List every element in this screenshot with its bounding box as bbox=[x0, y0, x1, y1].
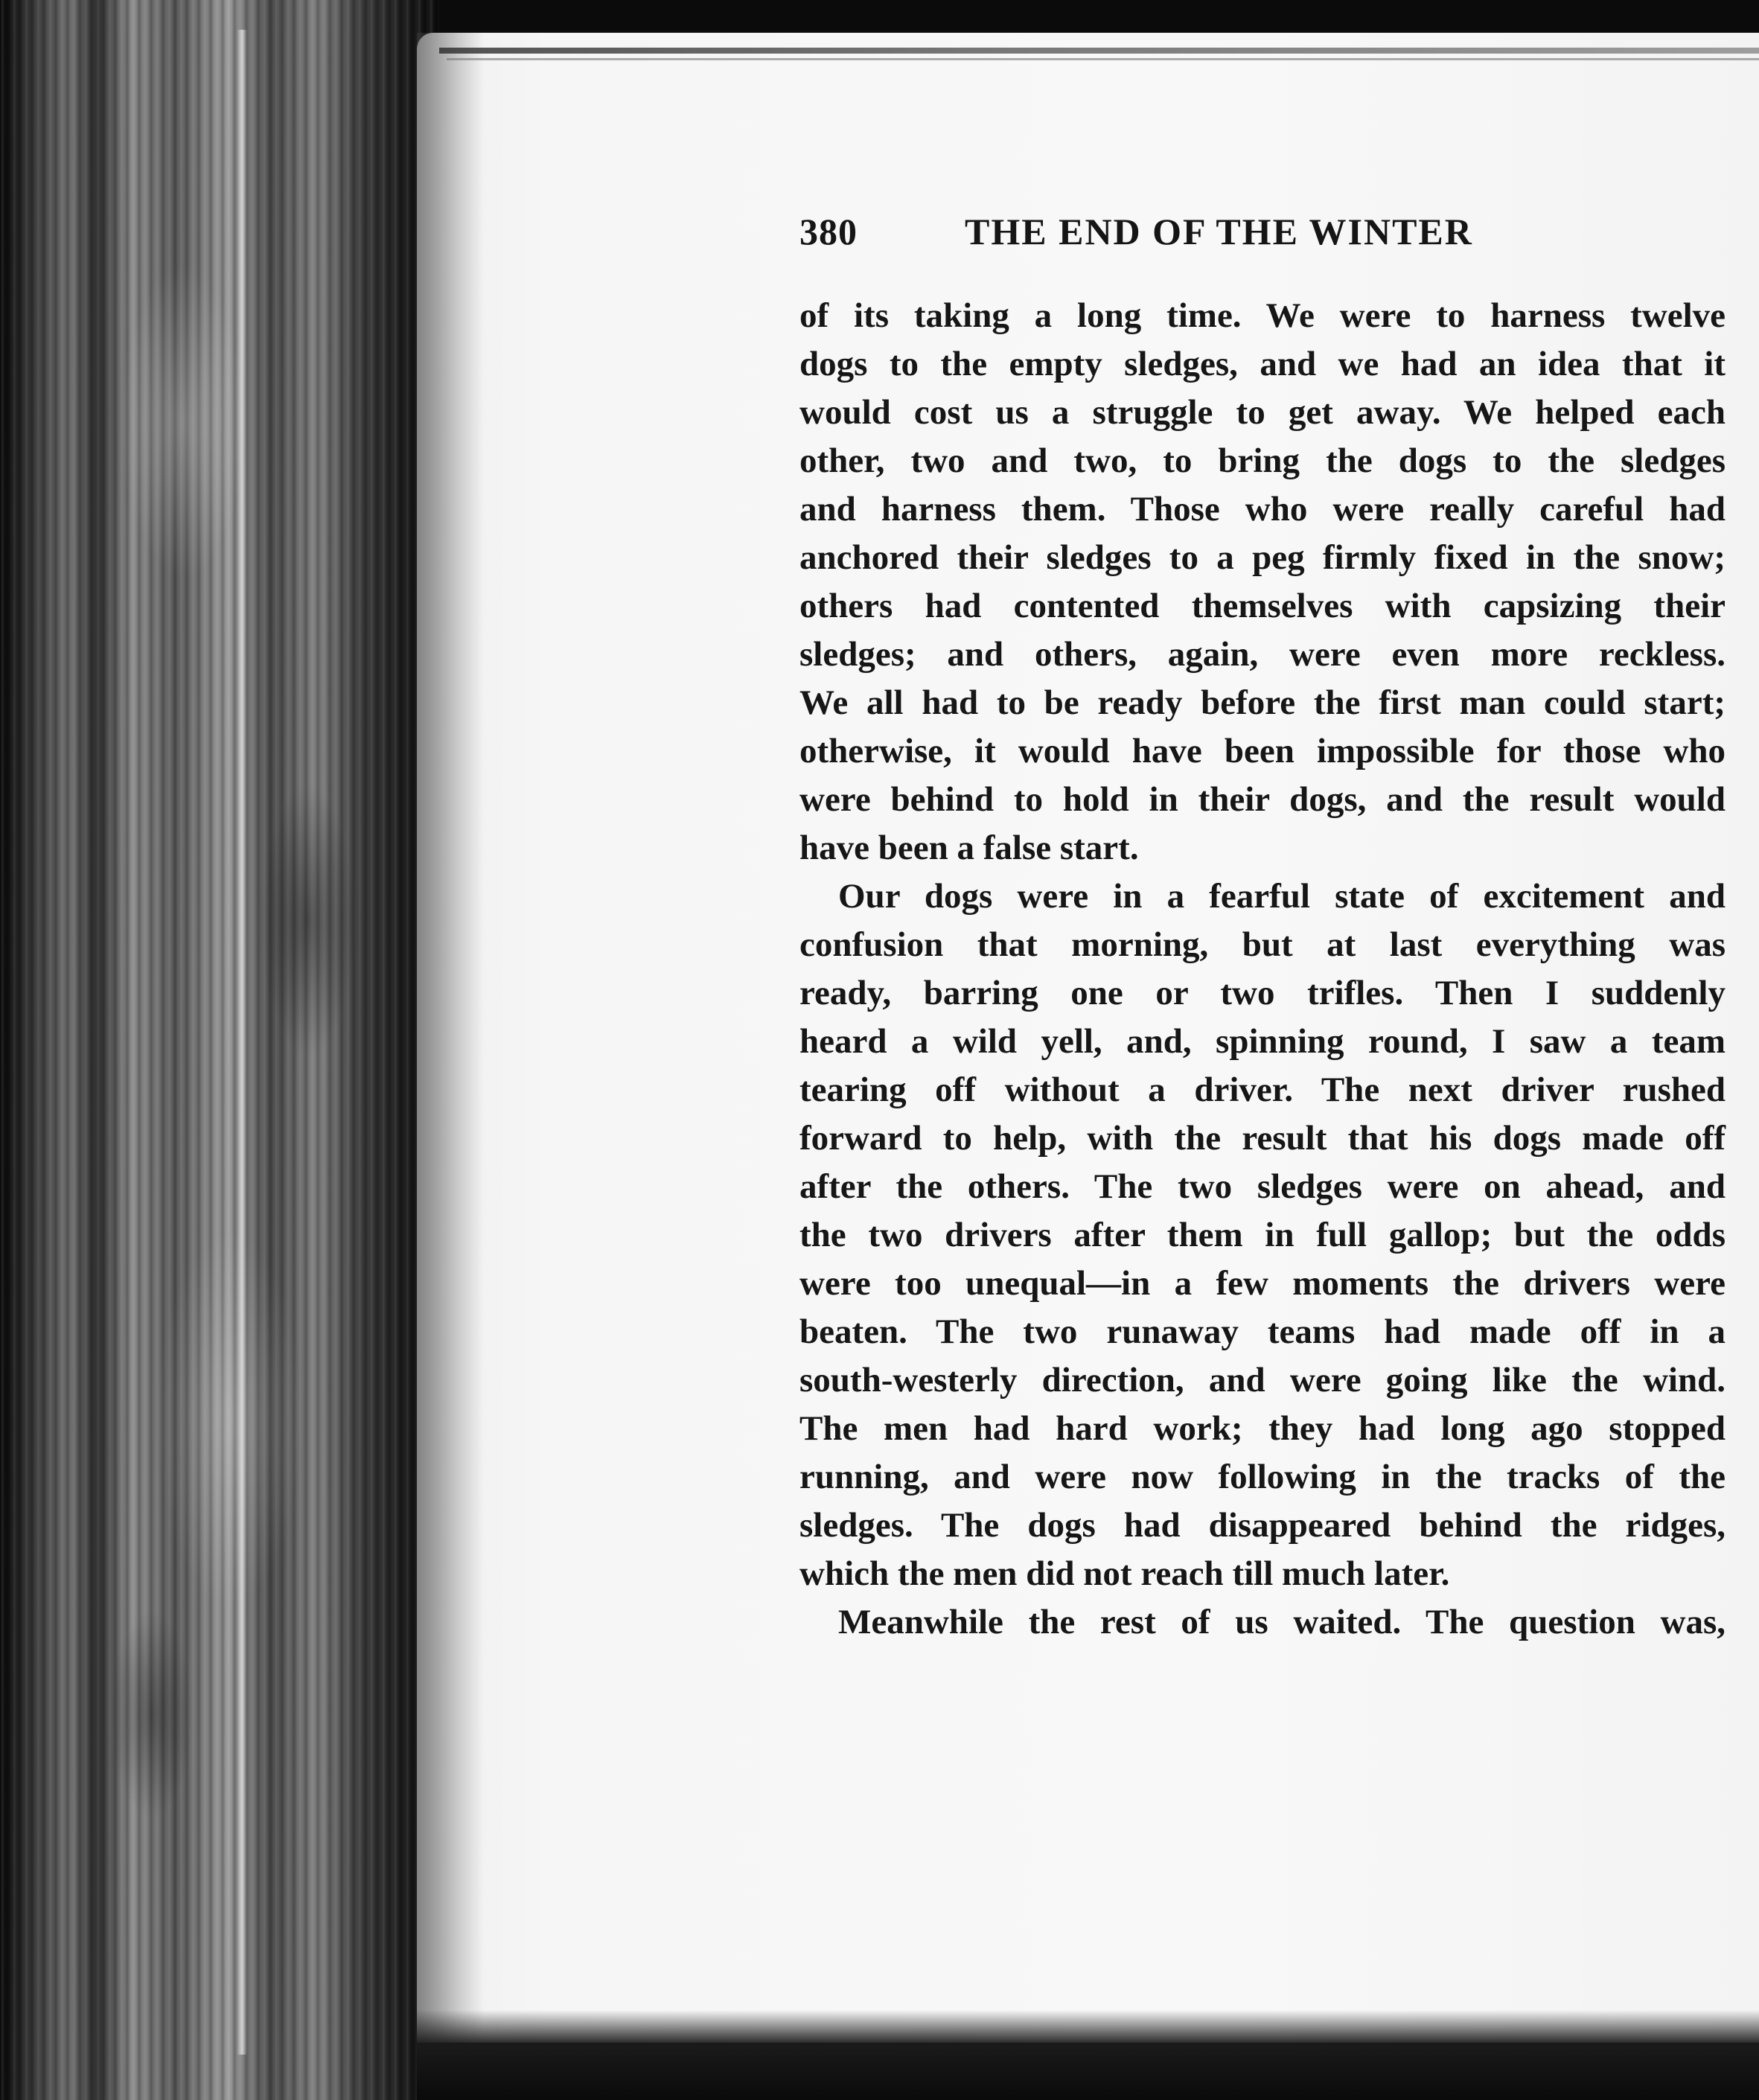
running-title: THE END OF THE WINTER bbox=[965, 211, 1473, 252]
running-head bbox=[799, 210, 1574, 269]
text-line: sledges. The dogs had disappeared behind the ridges, bbox=[799, 1506, 1726, 1545]
text-line: have been a false start. bbox=[799, 829, 1139, 867]
page-top-edge bbox=[439, 48, 1759, 54]
text-line: tearing off without a driver. The next driver rushed bbox=[799, 1070, 1726, 1109]
text-line: and harness them. Those who were really careful had bbox=[799, 490, 1726, 529]
text-line: others had contented themselves with capsizing their bbox=[799, 587, 1726, 625]
text-line: sledges; and others, again, were even more reckless. bbox=[799, 635, 1726, 674]
text-line: south-westerly direction, and were going like the wind. bbox=[799, 1361, 1726, 1400]
text-line: otherwise, it would have been impossible for those who bbox=[799, 732, 1726, 770]
text-line: were too unequal—in a few moments the drivers were bbox=[799, 1264, 1726, 1303]
text-line: heard a wild yell, and, spinning round, I saw a team bbox=[799, 1022, 1726, 1061]
text-line: running, and were now following in the tracks of the bbox=[799, 1458, 1726, 1496]
page-top-edge-line bbox=[447, 58, 1759, 60]
text-line: anchored their sledges to a peg firmly fixed in the snow; bbox=[799, 538, 1726, 577]
text-line: the two drivers after them in full gallop; but the odds bbox=[799, 1216, 1726, 1254]
text-line: Meanwhile the rest of us waited. The question was, bbox=[838, 1603, 1726, 1641]
text-line: other, two and two, to bring the dogs to the sledges bbox=[799, 441, 1726, 480]
text-line: would cost us a struggle to get away. We helped each bbox=[799, 393, 1726, 432]
text-line: beaten. The two runaway teams had made off in a bbox=[799, 1312, 1726, 1351]
text-line: The men had hard work; they had long ago stopped bbox=[799, 1409, 1726, 1448]
text-line: were behind to hold in their dogs, and the result would bbox=[799, 780, 1726, 819]
text-line: dogs to the empty sledges, and we had an idea that it bbox=[799, 345, 1726, 383]
body-text bbox=[799, 292, 1726, 1647]
page-bottom-shadow bbox=[417, 2010, 1759, 2100]
text-line: after the others. The two sledges were on ahead, and bbox=[799, 1167, 1726, 1206]
book-edge-highlight bbox=[237, 30, 247, 2055]
text-line: We all had to be ready before the first man could start; bbox=[799, 683, 1726, 722]
text-line: forward to help, with the result that his dogs made off bbox=[799, 1119, 1726, 1158]
text-line: ready, barring one or two trifles. Then I suddenly bbox=[799, 974, 1726, 1012]
text-line: of its taking a long time. We were to harness twelve bbox=[799, 296, 1726, 335]
text-line: Our dogs were in a fearful state of excitement and bbox=[838, 877, 1726, 916]
text-line: which the men did not reach till much later. bbox=[799, 1554, 1450, 1593]
page-gutter-shadow bbox=[417, 33, 484, 2043]
page-number: 380 bbox=[799, 211, 858, 252]
text-line: confusion that morning, but at last everything was bbox=[799, 925, 1726, 964]
